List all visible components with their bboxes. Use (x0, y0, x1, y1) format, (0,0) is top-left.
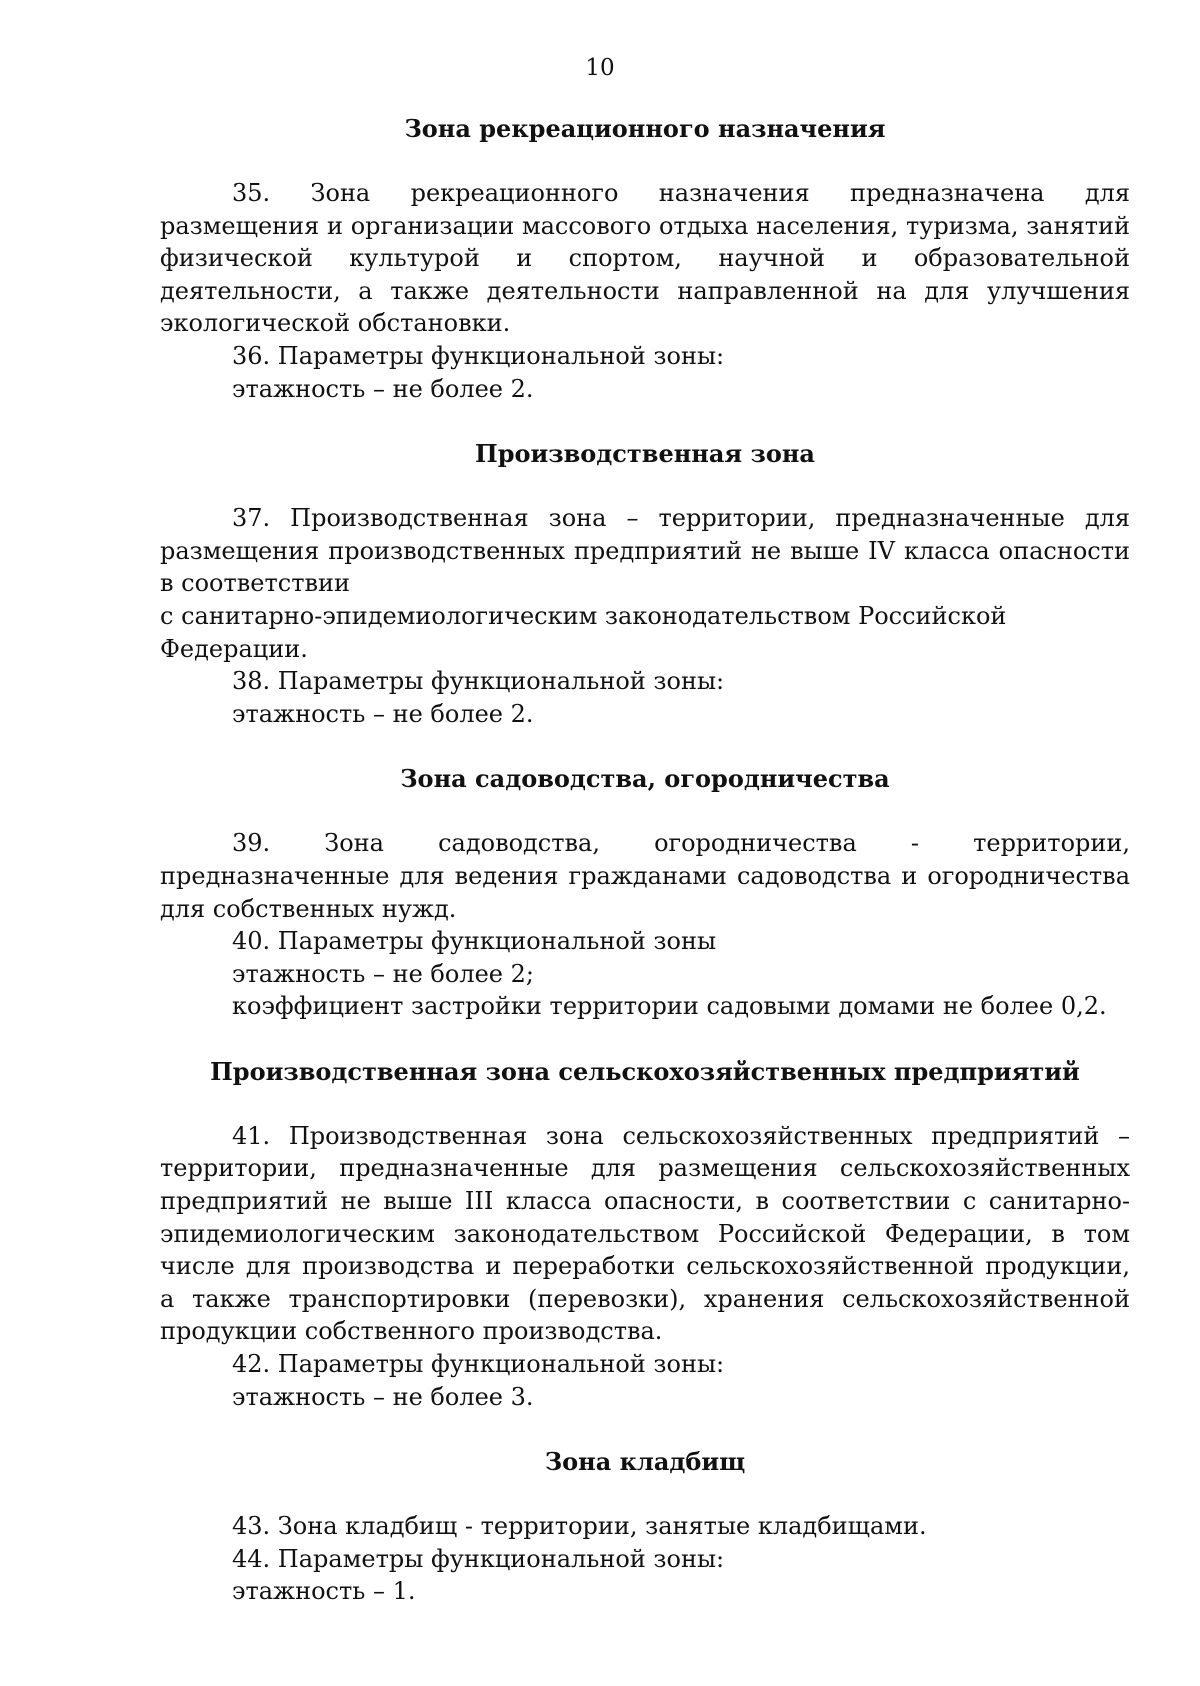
section-title-recreational: Зона рекреационного назначения (404, 114, 886, 143)
params-heading-36: 36. Параметры функциональной зоны: (232, 341, 725, 370)
param-floors: этажность – не более 2; (232, 959, 534, 988)
param-floors: этажность – не более 3. (232, 1382, 534, 1411)
section-title-agricultural: Производственная зона сельскохозяйственных предприятий (210, 1056, 1080, 1086)
section-title-cemeteries: Зона кладбищ (544, 1447, 746, 1477)
page-number: 10 (585, 55, 615, 81)
document-body (160, 112, 1130, 1608)
param-floors: этажность – не более 2. (232, 374, 534, 403)
param-floors: этажность – не более 2. (232, 699, 534, 728)
paragraph-43: 43. Зона кладбищ - территории, занятые кладбищами. (232, 1512, 927, 1541)
params-heading-38: 38. Параметры функциональной зоны: (232, 667, 725, 696)
paragraph-41: 41. Производственная зона сельскохозяйственных предприятий – территории, предназначенные для размещения сельскохозяйственных предприятий не выше III класса опасности, в соответствии с санитарно-эпидемиологическим законодательством Российской Федерации, в том числе для производства и переработки сельскохозяйственной продукции, а также транспортировки (перевозки), хранения сельскохозяйственной продукции собственного производства. (160, 1121, 1130, 1346)
param-building-coefficient: коэффициент застройки территории садовыми домами не более 0,2. (232, 992, 1107, 1021)
paragraph-35: 35. Зона рекреационного назначения предназначена для размещения и организации массового отдыха населения, туризма, занятий физической культурой и спортом, научной и образовательной деятельности, а также деятельности направленной на для улучшения экологической обстановки. (160, 179, 1130, 338)
paragraph-39: 39. Зона садоводства, огородничества - территории, предназначенные для ведения гражданами садоводства и огородничества для собственных нужд. (160, 829, 1130, 923)
param-floors: этажность – 1. (232, 1577, 416, 1606)
paragraph-37: 37. Производственная зона – территории, предназначенные для размещения производственных предприятий не выше IV класса опасности в соответствии (160, 504, 1130, 598)
section-title-industrial: Производственная зона (475, 439, 815, 469)
section-title-gardening: Зона садоводства, огородничества (400, 764, 890, 794)
params-heading-42: 42. Параметры функциональной зоны: (232, 1350, 725, 1379)
paragraph-37-continuation: с санитарно-эпидемиологическим законодательством Российской Федерации. (160, 601, 1007, 663)
params-heading-40: 40. Параметры функциональной зоны (232, 927, 717, 956)
params-heading-44: 44. Параметры функциональной зоны: (232, 1544, 725, 1573)
